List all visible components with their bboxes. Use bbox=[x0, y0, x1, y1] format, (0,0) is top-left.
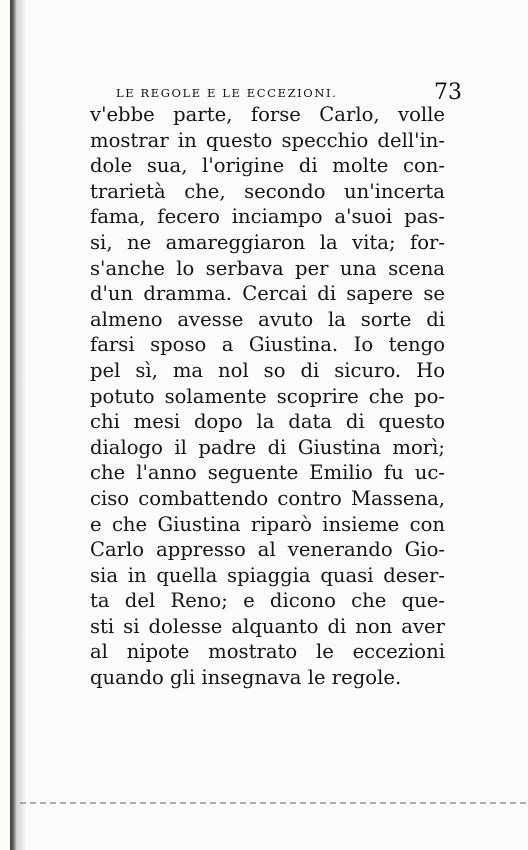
page-bottom-edge bbox=[20, 802, 528, 804]
running-head: LE REGOLE E LE ECCEZIONI. bbox=[116, 86, 338, 100]
text-line: v'ebbe parte, forse Carlo, volle bbox=[90, 103, 445, 126]
text-line: si, ne amareggiaron la vita; for- bbox=[90, 230, 445, 254]
text-line: d'un dramma. Cercai di sapere se bbox=[90, 282, 445, 306]
text-line: e che Giustina riparò insieme con bbox=[90, 512, 445, 536]
text-line: che l'anno seguente Emilio fu uc- bbox=[90, 461, 445, 485]
text-line: mostrar in questo specchio dell'in- bbox=[90, 128, 445, 152]
text-line: dialogo il padre di Giustina morì; bbox=[90, 435, 445, 459]
text-line: trarietà che, secondo un'incerta bbox=[90, 179, 445, 203]
text-line: pel sì, ma nol so di sicuro. Ho bbox=[90, 358, 445, 382]
text-line: sia in quella spiaggia quasi deser- bbox=[90, 563, 445, 587]
page-header bbox=[92, 80, 462, 104]
text-line: quando gli insegnava le regole. bbox=[90, 666, 402, 690]
text-line: ciso combattendo contro Massena, bbox=[90, 486, 445, 510]
text-line: al nipote mostrato le eccezioni bbox=[90, 640, 445, 664]
text-line: s'anche lo serbava per una scena bbox=[90, 256, 445, 280]
body-text bbox=[90, 102, 445, 691]
text-line: chi mesi dopo la data di questo bbox=[90, 410, 445, 434]
text-line: Carlo appresso al venerando Gio- bbox=[90, 538, 445, 562]
text-line: sti si dolesse alquanto di non aver bbox=[90, 614, 445, 638]
text-line: dole sua, l'origine di molte con- bbox=[90, 154, 445, 178]
text-line: almeno avesse avuto la sorte di bbox=[90, 307, 445, 331]
binding-shadow bbox=[16, 0, 26, 850]
page-number: 73 bbox=[434, 80, 462, 105]
text-line: fama, fecero inciampo a'suoi pas- bbox=[90, 205, 445, 229]
text-line: potuto solamente scoprire che po- bbox=[90, 384, 445, 408]
text-line: ta del Reno; e dicono che que- bbox=[90, 589, 445, 613]
text-line: farsi sposo a Giustina. Io tengo bbox=[90, 333, 445, 357]
